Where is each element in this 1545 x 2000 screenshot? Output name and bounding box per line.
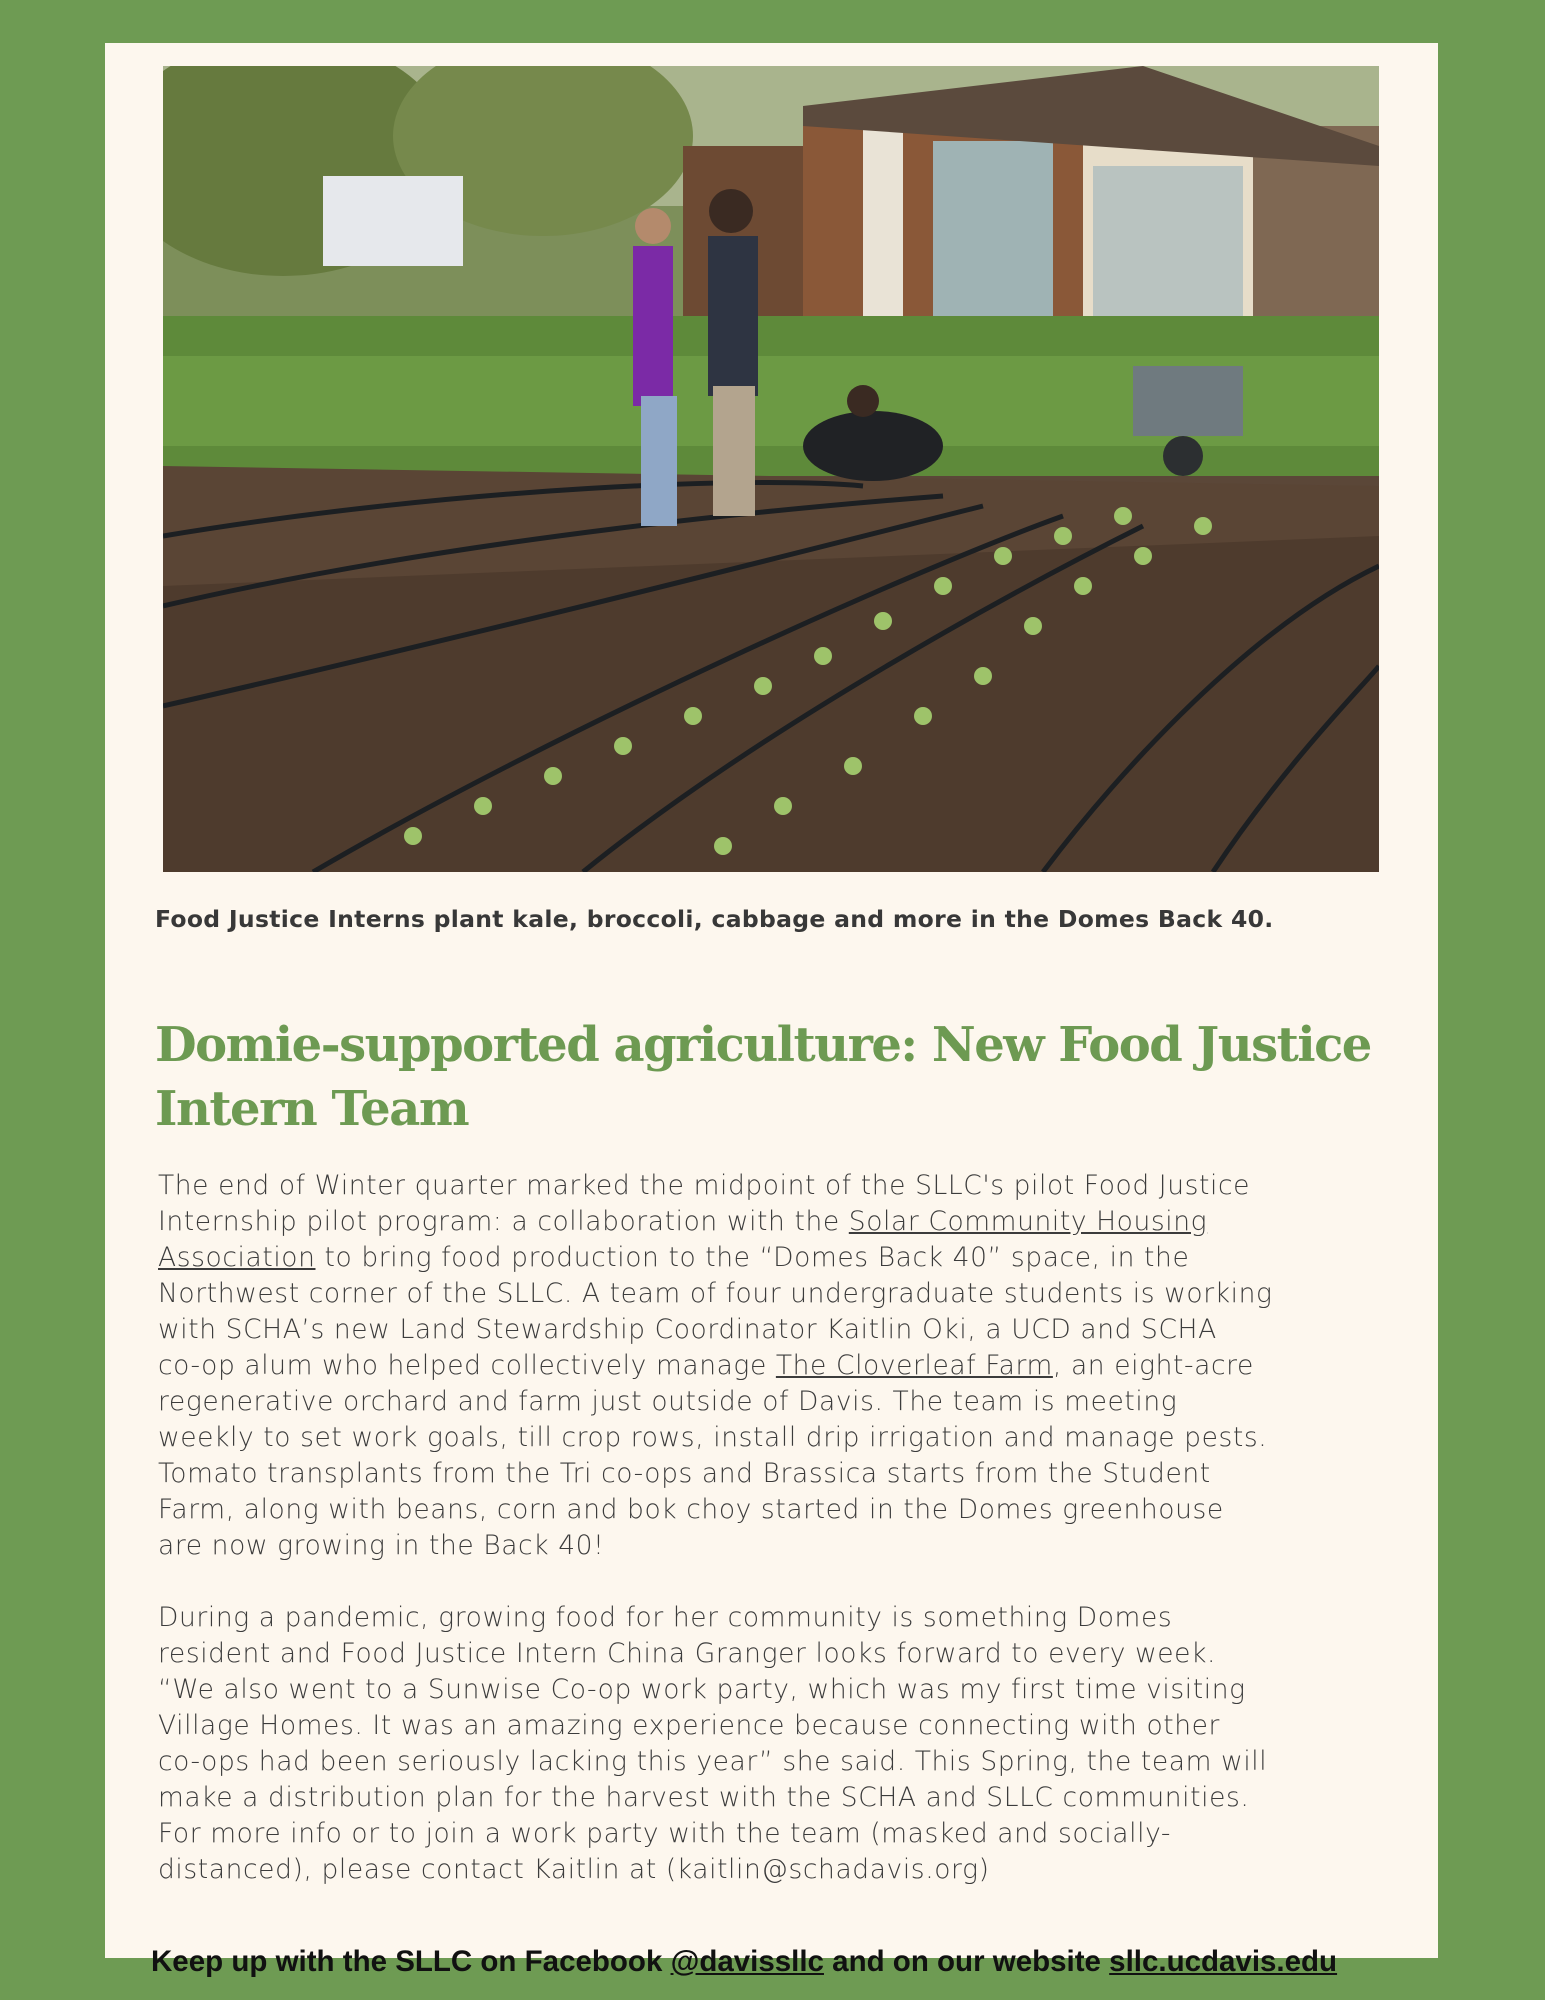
p2-line: co-ops had been seriously lacking this year” she said. This Spring, the team will [158,1746,1268,1777]
p2-line: For more info or to join a work party with the team (masked and socially- [158,1818,1172,1849]
p1-line: The end of Winter quarter marked the midpoint of the SLLC's pilot Food Justice [158,1170,1251,1201]
p1-line [158,1204,1398,1240]
cloverleaf-farm-link[interactable]: The Cloverleaf Farm [775,1350,1053,1381]
paragraph-1 [158,1168,1398,1564]
p1-line: Northwest corner of the SLLC. A team of four undergraduate students is working [158,1278,1273,1309]
p1-line: weekly to set work goals, till crop rows, install drip irrigation and manage pests. [158,1422,1268,1453]
article-headline [155,1013,1371,1141]
facebook-link[interactable]: @davissllc [670,1945,824,1978]
headline-line-1: Domie-supported agriculture: New Food Justice [155,1017,1371,1073]
website-link[interactable]: sllc.ucdavis.edu [1109,1945,1338,1978]
p1-line: regenerative orchard and farm just outside of Davis. The team is meeting [158,1386,1178,1417]
scha-link[interactable]: Solar Community Housing [848,1206,1208,1237]
p1-line: with SCHA’s new Land Stewardship Coordinator Kaitlin Oki, a UCD and SCHA [158,1314,1217,1345]
p1-text: , an eight-acre [1052,1350,1254,1381]
p2-line: distanced), please contact Kaitlin at (kaitlin@schadavis.org) [158,1854,990,1885]
p2-line: “We also went to a Sunwise Co-op work party, which was my first time visiting [158,1674,1246,1705]
footer-text: Keep up with the SLLC on Facebook [151,1945,671,1978]
photo-caption: Food Justice Interns plant kale, broccoli, cabbage and more in the Domes Back 40. [155,905,1274,933]
p2-line: make a distribution plan for the harvest with the SCHA and SLLC communities. [158,1782,1250,1813]
p1-text: co-op alum who helped collectively manage [158,1350,776,1381]
p2-line: resident and Food Justice Intern China Granger looks forward to every week. [158,1638,1217,1669]
garden-photo [163,66,1379,872]
p1-line: are now growing in the Back 40! [158,1530,605,1561]
headline-line-2: Intern Team [155,1081,469,1137]
footer-social [151,1945,1401,1979]
p1-line [158,1240,1398,1276]
p1-line: Tomato transplants from the Tri co-ops and Brassica starts from the Student [158,1458,1211,1489]
p1-text: Internship pilot program: a collaboration with the [158,1206,849,1237]
article-body [158,1168,1398,1924]
paragraph-2 [158,1600,1398,1888]
p1-line: Farm, along with beans, corn and bok choy started in the Domes greenhouse [158,1494,1224,1525]
p1-text: to bring food production to the “Domes Back 40” space, in the [315,1242,1190,1273]
garden-photo-illustration [163,66,1379,872]
p2-line: During a pandemic, growing food for her community is something Domes [158,1602,1173,1633]
p2-line: Village Homes. It was an amazing experience because connecting with other [158,1710,1221,1741]
p1-line [158,1348,1398,1384]
newsletter-page [105,43,1438,1978]
footer-text: and on our website [823,1945,1110,1978]
scha-link-continued[interactable]: Association [158,1242,316,1273]
